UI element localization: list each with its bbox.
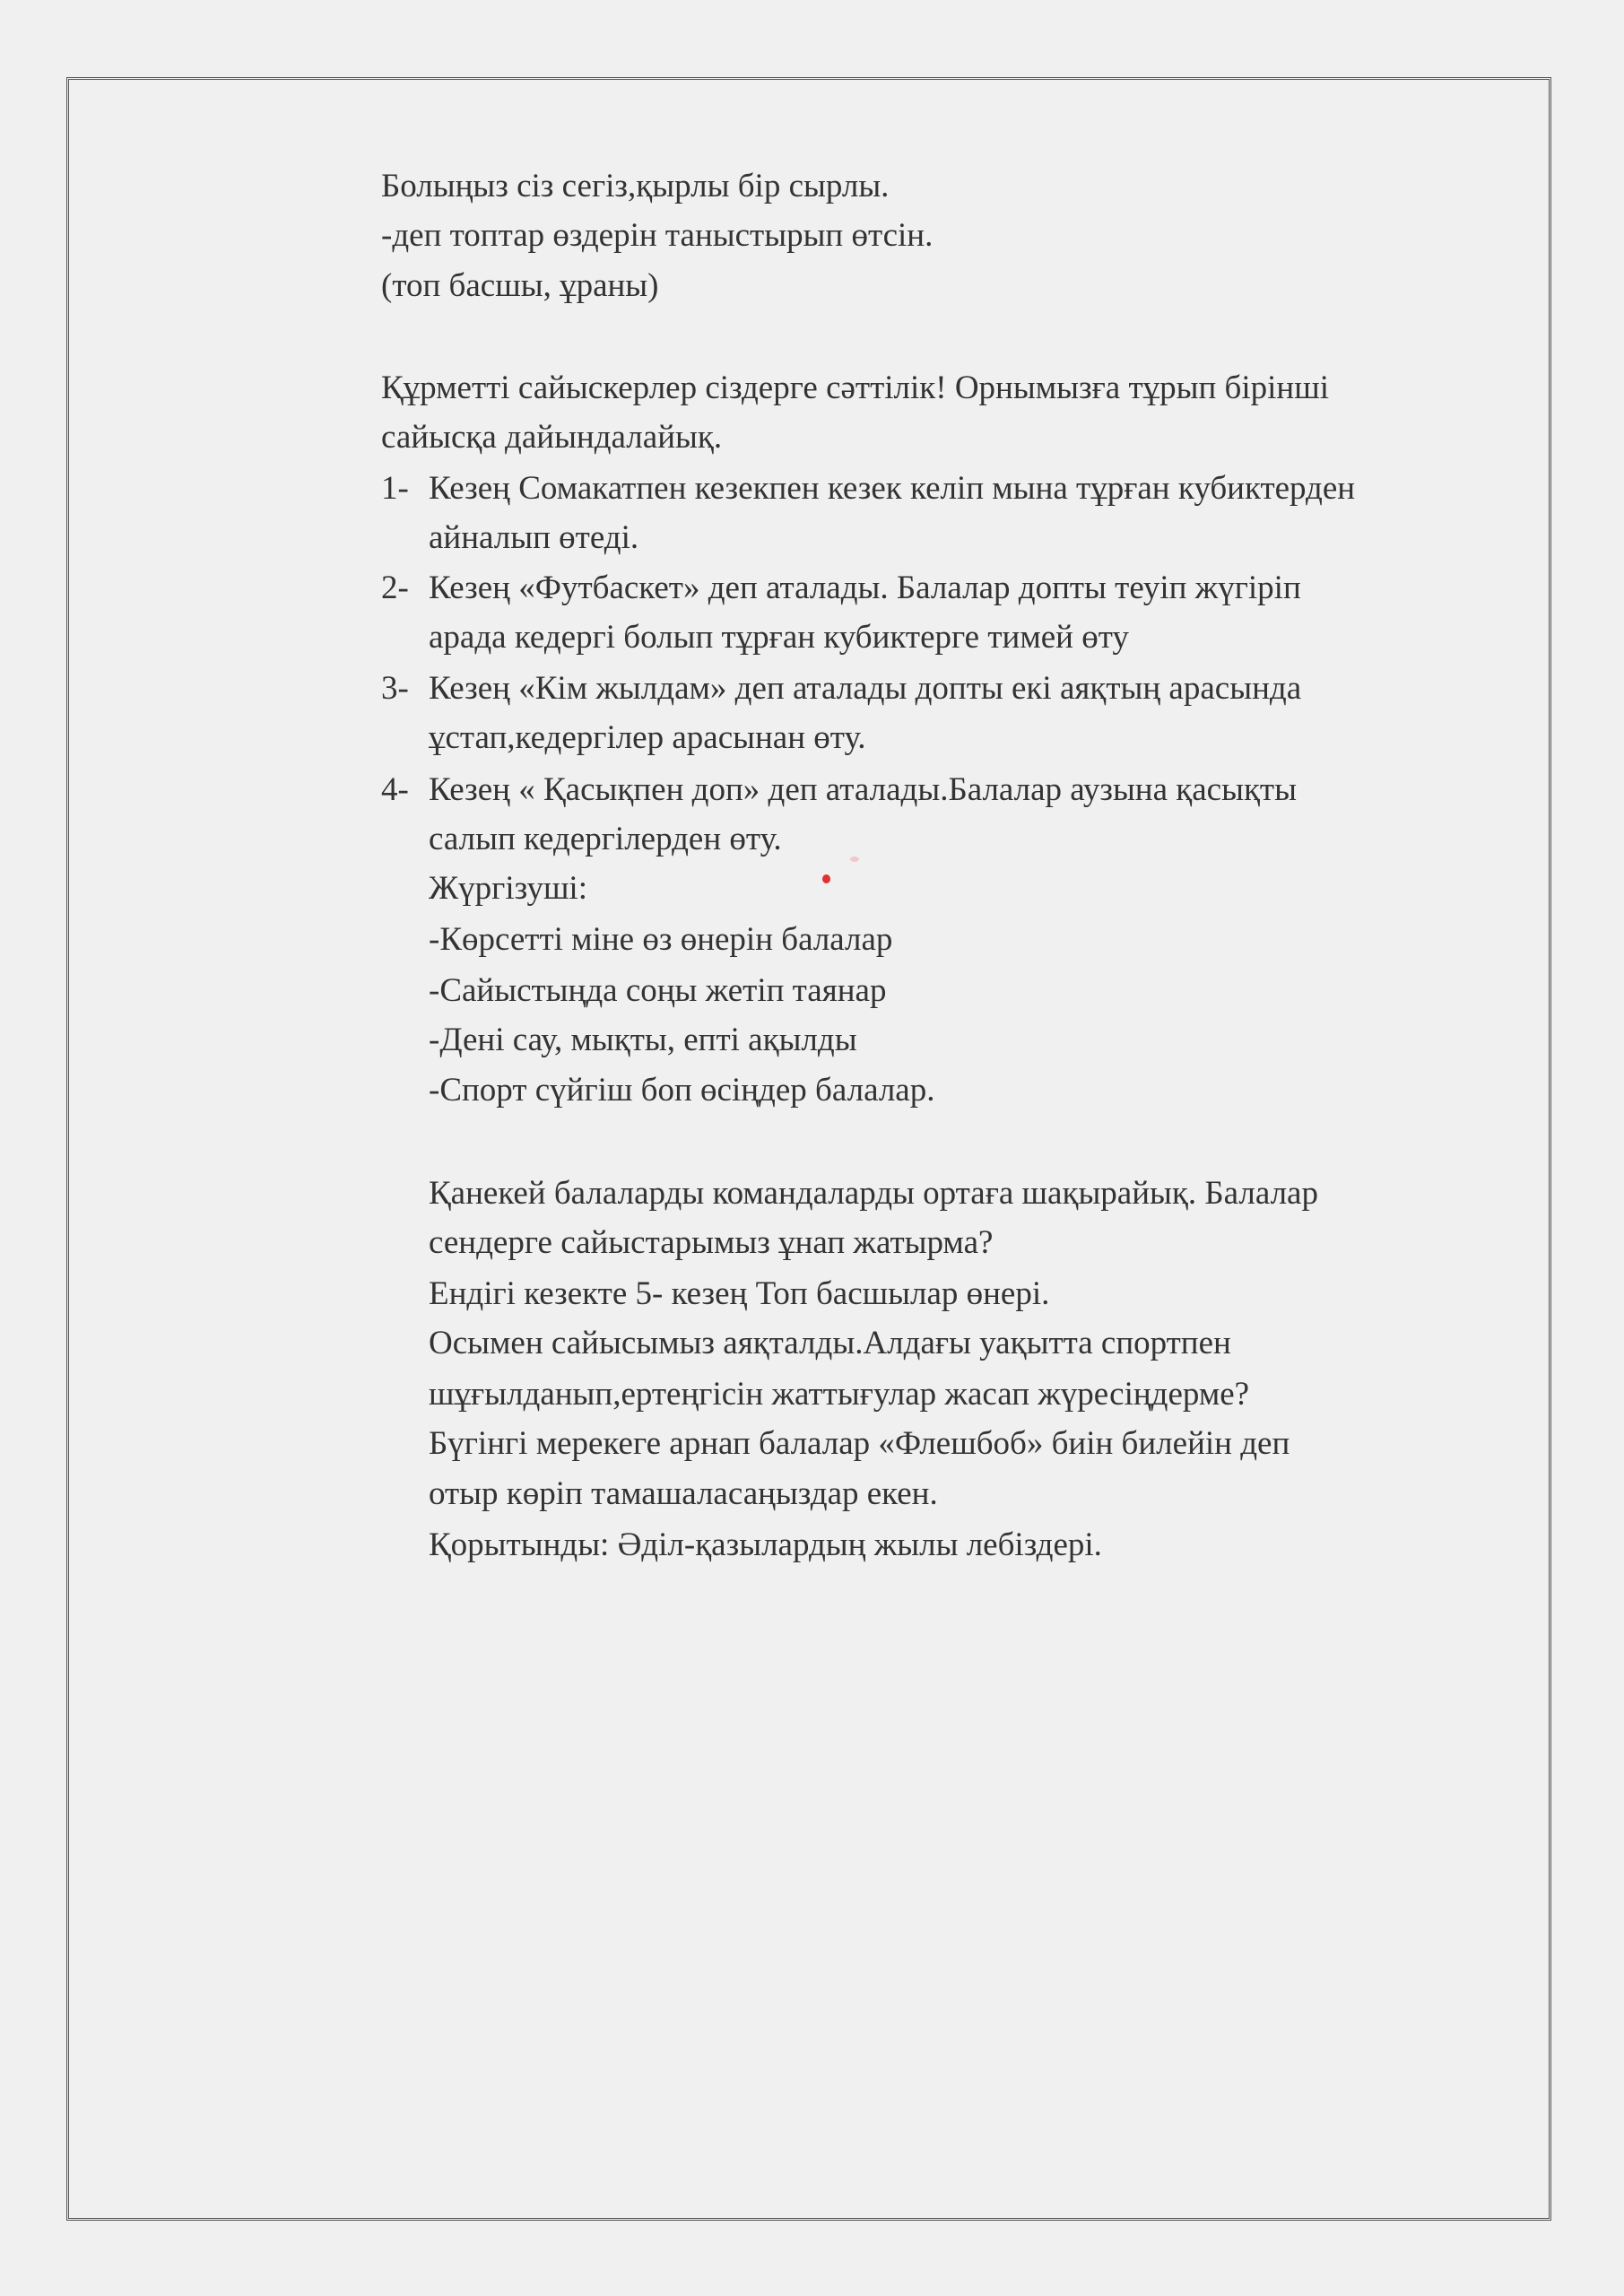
closing-line: сендерге сайыстарымыз ұнап жатырма? — [429, 1224, 994, 1261]
host-label: Жүргізуші: — [429, 870, 587, 907]
closing-line: шұғылданып,ертеңгісін жаттығулар жасап жүресіңдерме? — [429, 1376, 1250, 1413]
intro-line: Болыңыз сіз сегіз,қырлы бір сырлы. — [381, 168, 890, 204]
greeting-line: сайысқа дайындалайық. — [381, 419, 723, 456]
scan-speck — [850, 857, 859, 862]
poem-line: -Сайыстыңда соңы жетіп таянар — [429, 972, 887, 1009]
closing-line: Бүгінгі мерекеге арнап балалар «Флешбоб» биін билейін деп — [429, 1425, 1290, 1462]
stage-number: 3- — [381, 670, 409, 707]
closing-line: Осымен сайысымыз аяқталды.Алдағы уақытта спортпен — [429, 1325, 1231, 1361]
closing-line: Қорытынды: Әділ-қазылардың жылы лебіздері. — [429, 1526, 1102, 1563]
poem-line: -Көрсетті міне өз өнерін балалар — [429, 921, 893, 958]
stage-line: ұстап,кедергілер арасынан өту. — [429, 719, 866, 756]
stage-line: Кезең Сомакатпен кезекпен кезек келіп мына тұрған кубиктерден — [429, 470, 1356, 507]
poem-line: -Спорт сүйгіш боп өсіңдер балалар. — [429, 1072, 935, 1109]
intro-line: (топ басшы, ұраны) — [381, 267, 659, 304]
greeting-line: Құрметті сайыскерлер сіздерге сәттілік! Орнымызға тұрып бірінші — [381, 370, 1329, 406]
poem-line: -Дені сау, мықты, епті ақылды — [429, 1022, 857, 1058]
stage-line: салып кедергілерден өту. — [429, 821, 782, 857]
closing-line: Қанекей балаларды командаларды ортаға шақырайық. Балалар — [429, 1175, 1318, 1212]
stage-number: 1- — [381, 470, 409, 507]
stage-line: арада кедергі болып тұрған кубиктерге тимей өту — [429, 619, 1129, 656]
stage-line: Кезең «Футбаскет» деп аталады. Балалар допты теуіп жүгіріп — [429, 570, 1301, 606]
stage-line: Кезең «Кім жылдам» деп аталады допты екі аяқтың арасында — [429, 670, 1302, 707]
stage-line: айналып өтеді. — [429, 519, 639, 556]
intro-line: -деп топтар өздерін таныстырып өтсін. — [381, 217, 934, 254]
stage-number: 4- — [381, 771, 409, 808]
closing-line: отыр көріп тамашаласаңыздар екен. — [429, 1475, 938, 1512]
stage-number: 2- — [381, 570, 409, 606]
red-ink-dot — [822, 874, 830, 883]
closing-line: Ендігі кезекте 5- кезең Топ басшылар өнері. — [429, 1275, 1050, 1312]
stage-line: Кезең « Қасықпен доп» деп аталады.Балалар аузына қасықты — [429, 771, 1297, 808]
